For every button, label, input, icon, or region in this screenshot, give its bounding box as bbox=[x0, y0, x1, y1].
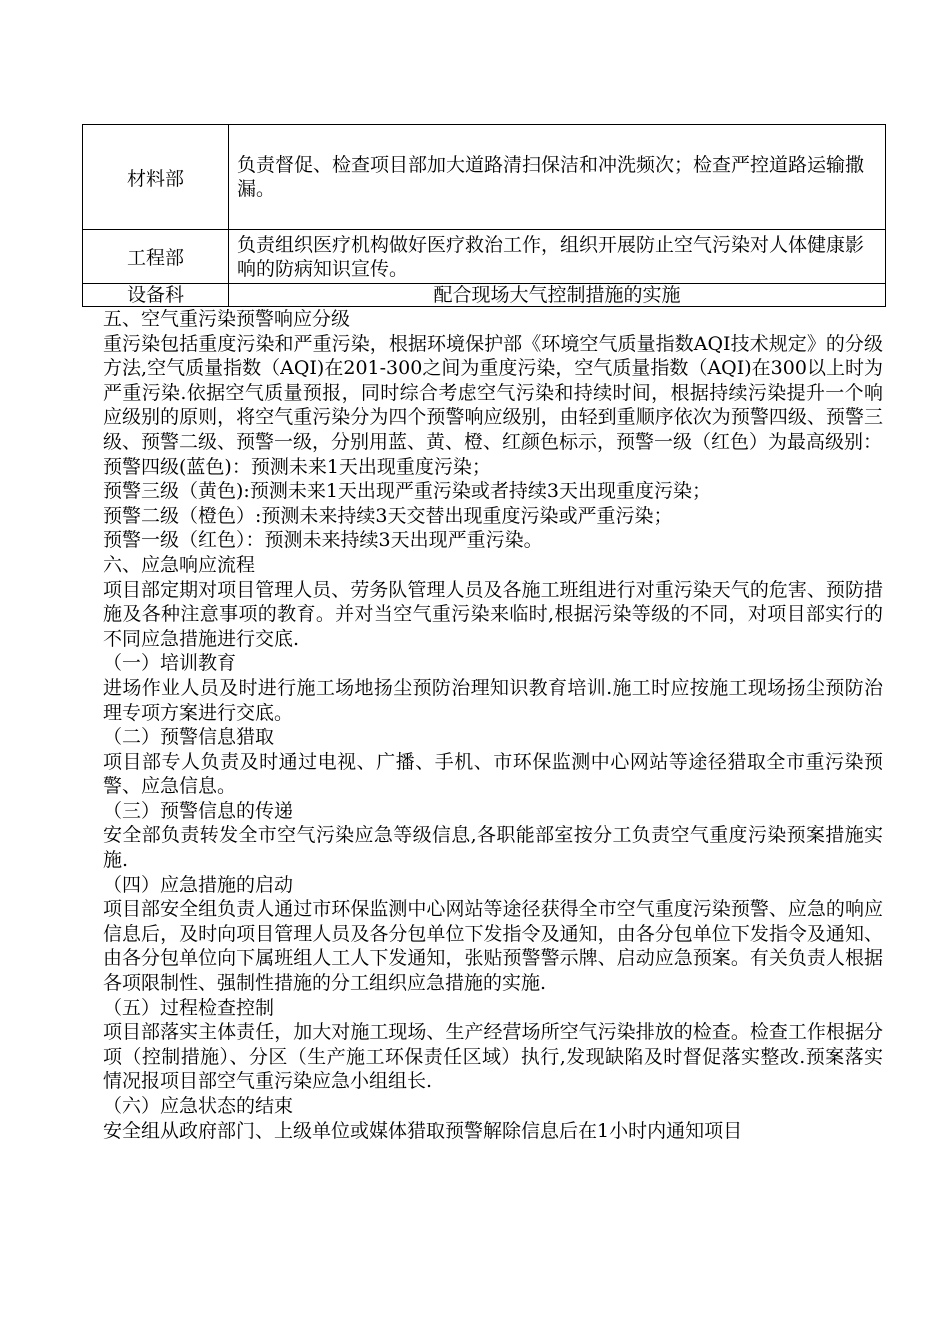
list-item: 预警四级(蓝色)：预测未来1天出现重度污染； bbox=[103, 455, 491, 478]
table-row bbox=[83, 125, 886, 230]
dept-cell: 材料部 bbox=[83, 125, 229, 230]
paragraph: 进场作业人员及时进行施工场地扬尘预防治理知识教育培训.施工时应按施工现场扬尘预防治理专项方案进行交底。 bbox=[103, 676, 883, 724]
paragraph: 安全部负责转发全市空气污染应急等级信息,各职能部室按分工负责空气重度污染预案措施实施. bbox=[103, 824, 883, 872]
subsection-heading: （一）培训教育 bbox=[103, 652, 237, 675]
list-item: 预警三级（黄色):预测未来1天出现严重污染或者持续3天出现重度污染； bbox=[103, 480, 711, 503]
section-heading: 五、空气重污染预警响应分级 bbox=[103, 308, 351, 330]
list-item: 预警二级（橙色）:预测未来持续3天交替出现重度污染或严重污染； bbox=[103, 504, 673, 527]
paragraph: 项目部落实主体责任，加大对施工现场、生产经营场所空气污染排放的检查。检查工作根据分项（控制措施）、分区（生产施工环保责任区域）执行,发现缺陷及时督促落实整改.预案落实情况报项目部空气重污染应急小组组长. bbox=[103, 1021, 883, 1093]
duty-cell: 配合现场大气控制措施的实施 bbox=[229, 284, 886, 307]
paragraph: 项目部定期对项目管理人员、劳务队管理人员及各施工班组进行对重污染天气的危害、预防措施及各种注意事项的教育。并对当空气重污染来临时,根据污染等级的不同，对项目部实行的不同应急措施进行交底. bbox=[103, 578, 883, 650]
dept-cell: 工程部 bbox=[83, 230, 229, 284]
paragraph: 项目部安全组负责人通过市环保监测中心网站等途径获得全市空气重度污染预警、应急的响应信息后，及时向项目管理人员及各分包单位下发指令及通知，由各分包单位下发指令及通知、由各分包单位向下属班组人工人下发通知，张贴预警警示牌、启动应急预案。有关负责人根据各项限制性、强制性措施的分工组织应急措施的实施. bbox=[103, 898, 883, 995]
duty-cell: 负责督促、检查项目部加大道路清扫保洁和冲洗频次；检查严控道路运输撒漏。 bbox=[229, 125, 886, 230]
subsection-heading: （二）预警信息猎取 bbox=[103, 726, 275, 749]
subsection-heading: （四）应急措施的启动 bbox=[103, 873, 294, 896]
table-row bbox=[83, 284, 886, 307]
section-heading: 六、应急响应流程 bbox=[103, 553, 256, 576]
responsibility-table bbox=[82, 124, 886, 307]
dept-cell: 设备科 bbox=[83, 284, 229, 307]
paragraph: 安全组从政府部门、上级单位或媒体猎取预警解除信息后在1小时内通知项目 bbox=[103, 1119, 743, 1142]
subsection-heading: （三）预警信息的传递 bbox=[103, 799, 294, 822]
list-item: 预警一级（红色）：预测未来持续3天出现严重污染。 bbox=[103, 529, 543, 552]
duty-cell: 负责组织医疗机构做好医疗救治工作，组织开展防止空气污染对人体健康影响的防病知识宣传。 bbox=[229, 230, 886, 284]
subsection-heading: （五）过程检查控制 bbox=[103, 996, 275, 1019]
table-row bbox=[83, 230, 886, 284]
body-text bbox=[103, 307, 883, 1143]
paragraph: 重污染包括重度污染和严重污染，根据环境保护部《环境空气质量指数AQI技术规定》的分级方法,空气质量指数（AQI)在201-300之间为重度污染，空气质量指数（AQI)在300以上时为严重污染.依据空气质量预报，同时综合考虑空气污染和持续时间，根据持续污染提升一个响应级别的原则，将空气重污染分为四个预警响应级别，由轻到重顺序依次为预警四级、预警三级、预警二级、预警一级，分别用蓝、黄、橙、红颜色标示，预警一级（红色）为最高级别： bbox=[103, 332, 883, 453]
subsection-heading: （六）应急状态的结束 bbox=[103, 1095, 294, 1117]
paragraph: 项目部专人负责及时通过电视、广播、手机、市环保监测中心网站等途径猎取全市重污染预警、应急信息。 bbox=[103, 750, 883, 798]
